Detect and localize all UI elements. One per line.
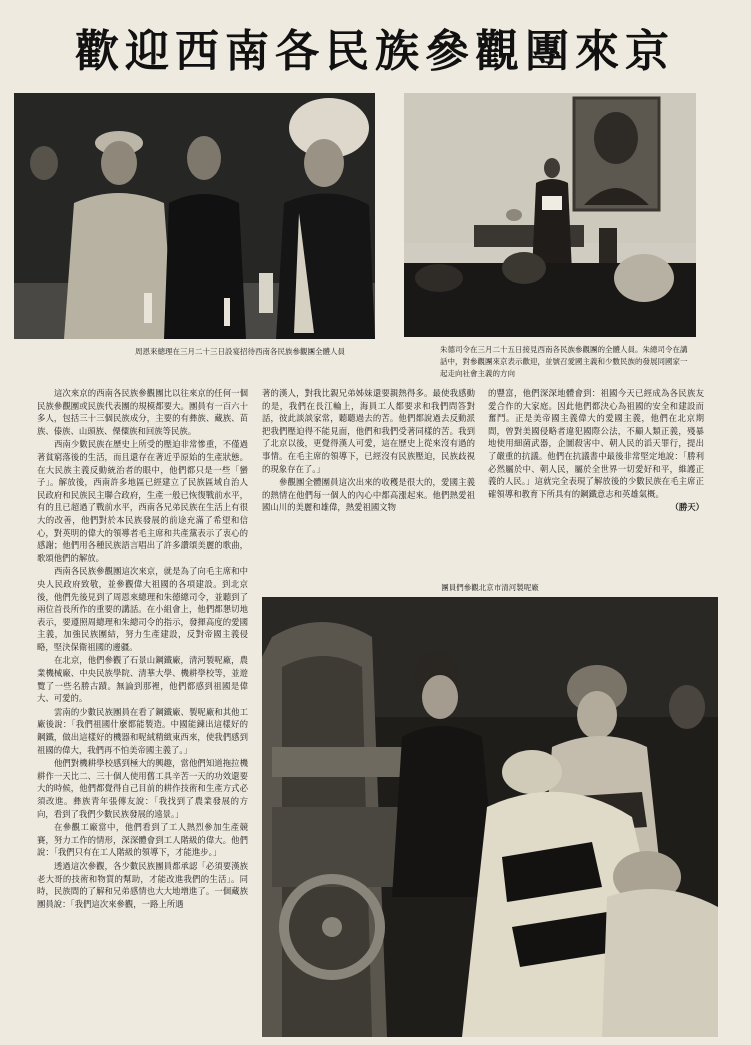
article-column-1 [37, 387, 248, 987]
paragraph: 他們對機耕學校感到極大的興趣，當他們知道拖拉機耕作一天比二、三十個人使用舊工具辛苦一天的功效還要大的時候，他們都覺得自己目前的耕作技術和生產方式必須改進。彝族青年張傳友說：「我找到了農業發展的方向，看到了我們少數民族發展的遠景。」 [37, 758, 248, 819]
page-headline: 歡迎西南各民族參觀團來京 [75, 26, 675, 77]
textile-mill-photo-illustration [262, 597, 718, 1037]
paragraph: 的豐富，他們深深地體會到：祖國今天已經成為各民族友愛合作的大家庭。因此他們都決心為祖國的安全和建設而奮鬥。正是美帝國主義偉大的愛國主義，他們在北京期間，曾對美國侵略者違犯國際公法，不顧人類正義，殘暴地使用細菌武器，企圖殺害中、朝人民的滔天罪行，提出了嚴重的抗議。他們在抗議書中最後非常堅定地說：「勝利必然屬於中、朝人民，屬於全世界一切愛好和平，維護正義的人民。」這就完全表現了解放後的少數民族在毛主席正確領導和教育下所具有的鋼鐵意志和英雄氣概。 [488, 388, 704, 499]
article-column-3 [488, 387, 704, 577]
caption-banquet: 周恩來總理在三月二十三日設宴招待西南各民族參觀團全體人員 [135, 347, 345, 356]
paragraph: 參觀團全體團員這次出來的收穫是很大的，愛國主義的熱情在他們每一個人的內心中都高漲起來。他們熱愛祖國山川的美麗和雄偉，熱愛祖國文物 [262, 477, 475, 513]
author-signature: （勝天） [670, 502, 704, 513]
paragraph: 雲南的少數民族團員在看了鋼鐵廠、製呢廠和其他工廠後說：「我們祖國什麼都能製造。中國能鍊出這樣好的鋼鐵，做出這樣好的機器和呢絨精緻東西來，使我們感到祖國的偉大，我們再不怕美帝國主義了。」 [37, 706, 248, 755]
paragraph: 在參觀工廠當中，他們看到了工人熱烈參加生產競賽，努力工作的情形，深深體會到工人階級的偉大。他們說：「我們只有在工人階級的領導下，才能進步。」 [37, 822, 248, 858]
paragraph: 西南各民族參觀團這次來京，就是為了向毛主席和中央人民政府致敬，並參觀偉大祖國的各項建設。到北京後，他們先後見到了周恩來總理和朱德總司令，並聽到了兩位首長所作的重要的講話。在小組會上，他們都懇切地表示，要遵照周總理和朱總司令的指示，發揮高度的愛國主義，加強民族團結，努力生產建設，反對帝國主義侵略，堅決保衛祖國的邊疆。 [37, 566, 248, 652]
paragraph: 著的漢人，對我比親兄弟姊妹還要親熱得多。最使我感動的是，我們在長江輪上，海員工人都要求和我們問答對話，彼此談談家常，聽聽過去的苦。他們都說過去反動派把我們壓迫得不能見面，他們和我們受著同樣的苦。我到了北京以後，更覺得漢人可愛，這在歷史上從來沒有過的事情。在毛主席的領導下，已經沒有民族壓迫，民族歧視的現象存在了。」 [262, 388, 475, 474]
caption-meeting: 朱德司令在三月二十五日接見西南各民族參觀團的全體人員。朱總司令在講話中，對參觀團來京表示歡迎，並號召愛國主義和少數民族的發展同國家一起走向社會主義的方向 [440, 345, 688, 378]
photo-meeting [404, 93, 696, 337]
article-column-2 [262, 387, 475, 577]
paragraph: 這次來京的西南各民族參觀團比以往來京的任何一個民族參觀團或民族代表團的規模都要大。團員有一百六十多人，包括三十三個民族成分，主要的有彝族、藏族、苗族、傣族、山頭族、傈僳族和回族等民族。 [37, 388, 248, 436]
paragraph: 透過這次參觀，各少數民族團員都承認「必須要漢族老大哥的技術和物質的幫助，才能改進我們的生活」。同時，民族間的了解和兄弟感情也大大地增進了。一個藏族團員說：「我們這次來參觀，一路上所遇 [37, 860, 248, 909]
paragraph: 在北京，他們參觀了石景山鋼鐵廠，清河製呢廠，農業機械廠、中央民族學院、清華大學、機耕學校等，並遊覽了一些名勝古蹟。無論到那裡，他們都感到祖國是偉大、可愛的。 [37, 655, 248, 704]
meeting-photo-illustration [404, 93, 696, 337]
banquet-photo-illustration [14, 93, 375, 339]
caption-factory: 團員們參觀北京市清河製呢廠 [441, 583, 539, 592]
paragraph: 西南少數民族在歷史上所受的壓迫非常慘重，不僅過著貧窮落後的生活，而且還存在著近乎原始的生產狀態。在大民族主義反動統治者的眼中，他們都只是一些「蠻子」。解放後，西南許多地區已經建立了民族區域自治人民政府和民族民主聯合政府，生產一般已恢復戰前水平，有的且已超過了戰前水平，西南各兄弟民族在生活上有很大的改善，他們對於本民族發展的前途充滿了希望和信心，對英明的偉大的領導者毛主席和共產黨表示了衷心的感謝；他們用各種民族語言唱出了許多讚頌美麗的歌曲，歌頌他們的解放。 [37, 439, 248, 563]
photo-textile-mill [262, 597, 718, 1037]
photo-banquet [14, 93, 375, 339]
